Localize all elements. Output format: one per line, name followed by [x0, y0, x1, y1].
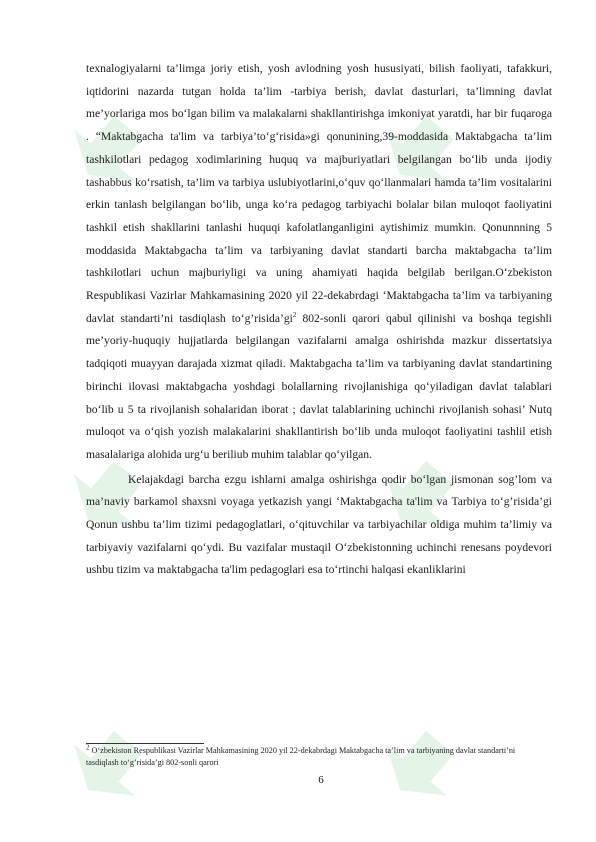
footnote-text: O‘zbekiston Respublikasi Vazirlar Mahkamasining 2020 yil 22-dekabrdagi Maktabgacha ta’lim va tarbiyaning davlat standarti’ni tasdiqlash to‘g’risida’gi 802-sonli qarori — [86, 746, 516, 767]
page-number: 6 — [318, 774, 324, 786]
body-text — [86, 58, 552, 582]
paragraph-1 — [86, 58, 552, 467]
paragraph-2: Kelajakdagi barcha ezgu ishlarni amalga oshirishga qodir bo‘lgan jismonan sog’lom va ma’naviy barkamol shaxsni voyaga yetkazish yangi ‘Maktabgacha ta'lim va Tarbiya to‘g’risida’gi Qonun ushbu ta’lim tizimi pedagoglatlari, o‘qituvchilar va tarbiyachilar oldiga muhim ta’limiy va tarbiyaviy vazifalarni qo‘ydi. Bu vazifalar mustaqil O‘zbekistonning uchinchi renesans poydevori ushbu tizim va maktabgacha ta'lim pedagoglari esa to‘rtinchi halqasi ekanliklarini — [86, 472, 552, 577]
paragraph-1-text: texnalogiyalarni ta’limga joriy etish, yosh avlodning yosh hususiyati, bilish faoliyati, tafakkuri, iqtidorini nazarda tutgan holda ta’lim -tarbiya berish, davlat dasturlari, ta’limning davlat me’yorlariga mos bo‘lgan bilim va malakalarni shakllantirishga imkoniyat yaratdi, har bir fuqaroga . “Maktabgacha ta'lim va tarbiya’to‘g‘risida»gi qonunining,39-moddasida Maktabgacha ta’lim tashkilotlari pedagog xodimlarining huquq va majburiyatlari belgilangan bo‘lib unda ijodiy tashabbus ko‘rsatish, ta’lim va tarbiya uslubiyotlarini,o‘quv qo‘llanmalari hamda ta’lim vositalarini erkin tanlash belgilangan bo‘lib, unga ko‘ra pedagog tarbiyachi bolalar bilan muloqot faoliyatini tashkil etish shakllarini tanlashi huquqi kafolatlanganligini aytishimiz mumkin. Qonunnning 5 moddasida Maktabgacha ta’lim va tarbiyaning davlat standarti barcha maktabgacha ta’lim tashkilotlari uchun majburiyligi va uning ahamiyati haqida belgilab berilgan.O‘zbekiston Respublikasi Vazirlar Mahkamasining 2020 yil 22-dekabrdagi ‘Maktabgacha ta’lim va tarbiyaning davlat standarti’ni tasdiqlash to‘g’risida’gi — [86, 62, 552, 325]
footnote-reference[interactable]: 2 — [292, 310, 297, 319]
footnote-marker: 2 — [86, 743, 90, 752]
footnote — [86, 745, 546, 768]
footnote-divider — [86, 743, 204, 744]
paragraph-1-continued: 802-sonli qarori qabul qilinishi va boshqa tegishli me’yoriy-huquqiy hujjatlarda belgilangan vazifalarni amalga oshirishda mazkur dissertatsiya tadqiqoti muayyan darajada xizmat qiladi. Maktabgacha ta’lim va tarbiyaning davlat standartining birinchi ilovasi maktabgacha yoshdagi bolallarning rivojlanishiga qo‘yiladigan davlat talablari bo‘lib u 5 ta rivojlanish sohalaridan iborat ; davlat talablarining uchinchi rivojlanish sohasi’ Nutq muloqot va o‘qish yozish malakalarini shakllantirish bo‘lib unda muloqot faoliyatini tashlil etish masalalariga alohida urg‘u beriliub muhim talablar qo‘yilgan. — [86, 311, 552, 461]
